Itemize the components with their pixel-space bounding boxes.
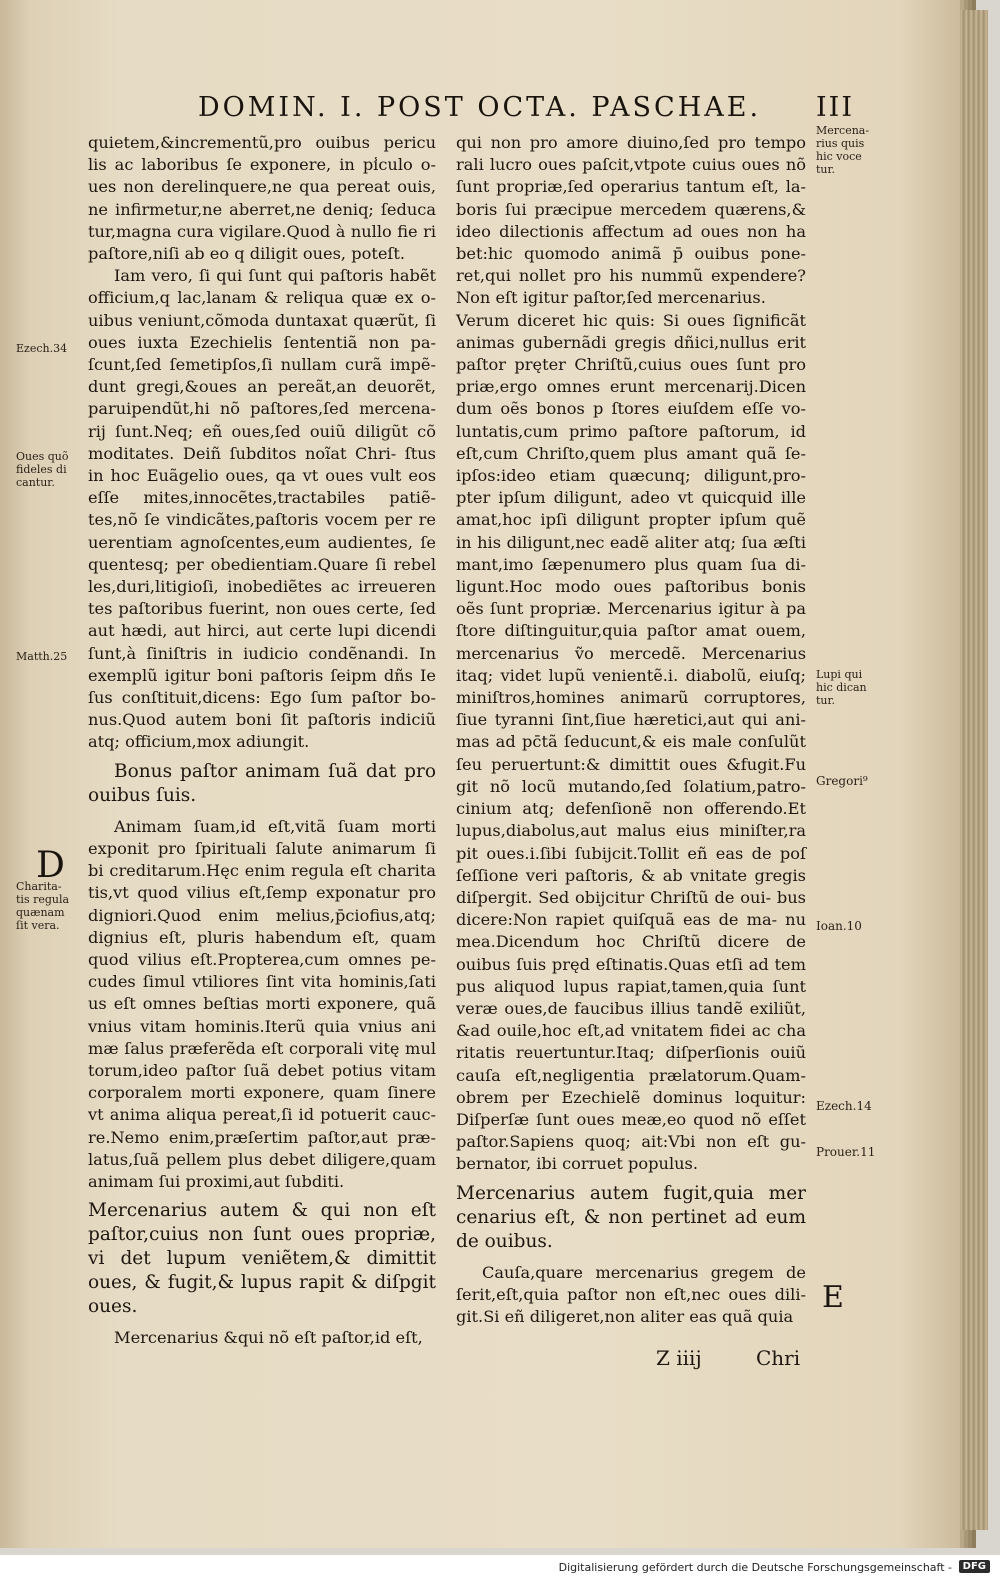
- margin-note-lupi: Lupi qui hic dican tur.: [816, 668, 867, 707]
- footer-bar: [0, 1555, 1000, 1582]
- dfg-logo: DFG: [959, 1560, 990, 1573]
- folio-number: III: [816, 92, 854, 123]
- paragraph: Iam vero, ſi qui ſunt qui paſtoris habẽt officium,q lac,lanam & reliqua quæ ex o- uibus veniunt,cõmoda duntaxat quærũt, ſi oues iuxta Ezechielis ſententiã non pa- ſcunt,ſed ſemetipſos,ſi nullam curã impẽ- dunt gregi,&oues an pereãt,an deuorẽt, paruipendũt,hi nõ paſtores,ſed mercena- rij ſunt.Neq; eñ oues,ſed ouiũ diligũt cõ moditates. Deiñ ſubditos noĩat Chri- ſtus in hoc Euãgelio oues, qa vt oues vult eos eſſe mites,innocẽtes,tractabiles patiẽ- tes,nõ ſe vindicãtes,paſtoris vocem per re uerentiam agnoſcentes,eum audientes, ſe quentesq; per obedientiam.Quare ſi rebel les,duri,litigioſi, inobediẽtes ac irreueren tes paſtoribus fuerint, non oues certe, ſed aut hædi, aut hirci, aut certe lupi dicendi ſunt,à ſiniſtris in iudicio condẽnandi. In exemplũ igitur boni paſtoris ſeipm dñs Ie ſus conſtituit,dicens: Ego ſum paſtor bo- nus.Quod autem boni ſit paſtoris indiciũ atq; officium,mox adiungit.: [88, 266, 436, 752]
- paragraph: Verum diceret hic quis: Si oues ſignificãt animas gubernãdi gregis dñici,nullus erit paſtor pręter Chriſtũ,cuius oues ſunt pro priæ,ergo omnes erunt mercenarij.Dicen dum oẽs bonos p ſtores eiuſdem eſſe vo- luntatis,cum primo paſtore paſtorum, id eſt,cum Chriſto,quem plus amant quã ſe- ipſos:ideo etiam quæcunq; diligunt,pro- pter ipſum diligunt, adeo vt quicquid ille amat,hoc ipſi diligunt propter ipſum quẽ in his diligunt,nec eadẽ aliter atq; ſua æſti mant,imo ſæpenumero plus quam ſua di- ligunt.Hoc modo oues paſtoribus bonis oẽs ſunt propriæ. Mercenarius igitur à pa ſtore diſtinguitur,quia paſtor amat ouem, mercenarius ṽo mercedẽ. Mercenarius itaq; videt lupũ venientẽ.i. diabolũ, eiuſq; miniſtros,homines animarũ corruptores, ſiue tyranni ſint,ſiue hæretici,aut qui ani- mas ad pc̄tã ſeducunt,& eis male conſulũt ſeu peruertunt:& dimittit oues &fugit.Fu git nõ locũ mutando,ſed ſolatium,patro- cinium atq; defenſionẽ non offerendo.Et lupus,diabolus,aut malus eius miniſter,ra pit oues.i.ſibi ſubijcit.Tollit eñ eas de poſ ſeſſione veri paſtoris, & ab vnitate gregis diſpergit. Sed obijcitur Chriſtũ de oui- bus dicere:Non rapiet quiſquã eas de ma- nu mea.Dicendum hoc Chriſtũ dicere de ouibus ſuis pręd eſtinatis.Quas etſi ad tem pus aliquod lupus rapiat,tamen,quia ſunt veræ oues,de faucibus illius tandẽ exiliũt, &ad ouile,hoc eſt,ad vnitatem fidei ac cha ritatis reuertuntur.Itaq; diſperſionis ouiũ cauſa eſt,negligentia prælatorum.Quam- obrem per Ezechielẽ dominus loquitur: Diſperſæ ſunt oues meæ,eo quod nõ eſſet paſtor.Sapiens quoq; ait:Vbi non eſt gu- bernator, ibi corruet populus.: [456, 310, 806, 1174]
- running-head: DOMIN. I. POST OCTA. PASCHAE.: [198, 92, 762, 123]
- paragraph: Mercenarius &qui nõ eſt paſtor,id eſt,: [114, 1328, 423, 1348]
- margin-note-gregorius: Gregori⁹: [816, 774, 868, 788]
- margin-note-ezech14: Ezech.14: [816, 1099, 872, 1113]
- signature-mark: Z iiij: [656, 1346, 702, 1370]
- margin-note-mercenarius: Mercena- rius quis hic voce tur.: [816, 124, 870, 176]
- margin-note-prouer11: Prouer.11: [816, 1145, 876, 1159]
- right-column: [456, 132, 806, 1328]
- paragraph: qui non pro amore diuino,ſed pro tempo rali lucro oues paſcit,vtpote cuius oues nõ ſunt propriæ,ſed operarius tantum eſt, la- boris ſui præcipue mercedem quærens,& ideo dilectionis affectum ad oues non ha bet:hic quomodo animã p̄ ouibus pone- ret,qui nollet pro his nummũ expendere? Non eſt igitur paſtor,ſed mercenarius.: [456, 133, 806, 308]
- margin-note-ioan10: Ioan.10: [816, 919, 862, 933]
- lemma: Bonus paſtor animam ſuã dat pro ouibus ſuis.: [88, 760, 436, 806]
- margin-note-oues: Oues quõ fideles di cantur.: [16, 450, 69, 489]
- paragraph: Animam ſuam,id eſt,vitã ſuam morti exponit pro ſpirituali ſalute animarum ſi bi creditarum.Hęc enim regula eſt charita tis,vt quod vilius eſt,ſemp exponatur pro digniori.Quod enim melius,p̄ciofius,atq; dignius eſt, pluris habendum eſt, quam quod vilius eſt.Propterea,cum omnes pe- cudes ſimul vtiliores ſint vita hominis,ſati us eſt omnes beſtias morti exponere, quã vnius vitam hominis.Iterũ quia vnius ani mæ ſalus præferẽda eſt corporali vitę mul torum,ideo paſtor ſuã debet potius vitam corporalem morti exponere, quam ſinere vt anima aliqua pereat,ſi id potuerit cauc- re.Nemo enim,præſertim paſtor,aut præ- latus,ſuã pellem plus debet diligere,quam animam ſui proximi,aut ſubditi.: [88, 816, 436, 1191]
- page-edge: [960, 10, 988, 1530]
- margin-note-charitas: Charita- tis regula quænam ſit vera.: [16, 880, 70, 932]
- paragraph: quietem,&incrementũ,pro ouibus pericu lis ac laboribus ſe exponere, in pi̾culo o- ues non derelinquere,ne qua pereat ouis, ne infirmetur,ne aberret,ne deniq; ſeduca tur,magna cura vigilare.Quod à nullo fie ri paſtore,niſi ab eo q diligit oues, poteſt.: [88, 133, 436, 264]
- paragraph: Cauſa,quare mercenarius gregem de ſerit,eſt,quia paſtor non eſt,nec oues dili- git.Si eñ diligeret,non aliter eas quã quia: [456, 1262, 806, 1326]
- dropcap-d: D: [36, 845, 65, 886]
- footer-credit: Digitalisierung gefördert durch die Deutsche Forschungsgemeinschaft -: [558, 1561, 952, 1574]
- lemma: Mercenarius autem & qui non eſt paſtor,cuius non ſunt oues propriæ, vi det lupum veniẽtem,& dimittit oues, & fugit,& lupus rapit & diſpgit oues.: [88, 1200, 436, 1318]
- margin-note-matth25: Matth.25: [16, 650, 68, 663]
- lemma: Mercenarius autem fugit,quia mer cenarius eſt, & non pertinet ad eum de ouibus.: [456, 1182, 806, 1252]
- dropcap-e: E: [822, 1280, 844, 1315]
- margin-note-ezech34: Ezech.34: [16, 342, 68, 355]
- left-column: [88, 132, 436, 1349]
- catchword: Chri: [756, 1346, 801, 1370]
